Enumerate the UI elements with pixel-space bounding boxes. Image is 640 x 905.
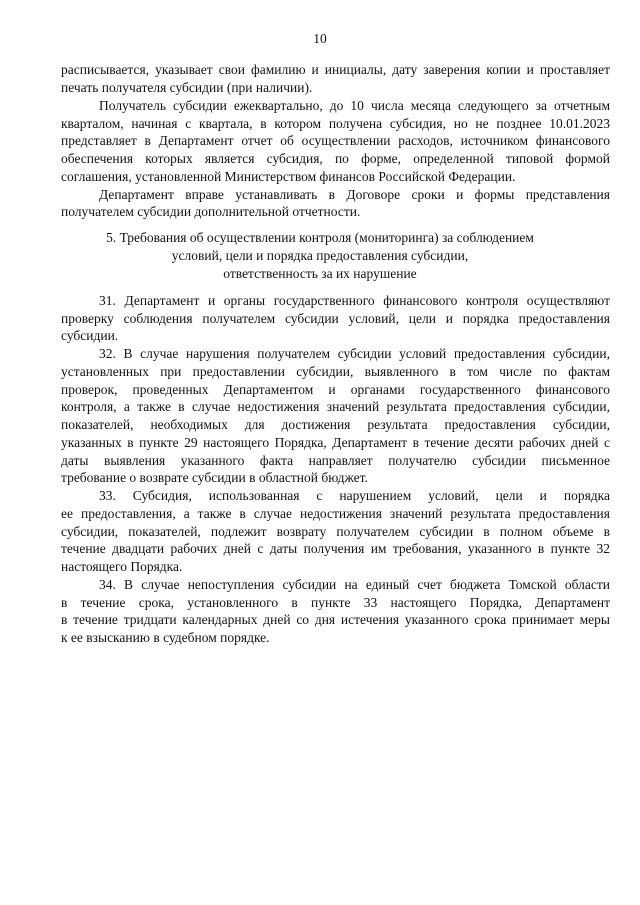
paragraph-line: к ее взысканию в судебном порядке. [61, 630, 270, 645]
paragraph-line: представляет в Департамент отчет об осуществлении расходов, источником финансового [61, 133, 610, 148]
paragraph-line: обеспечения которых является субсидия, по форме, определенной типовой формой [61, 151, 610, 166]
paragraph-line: установленных при предоставлении субсидии, выявленного в том числе по фактам [61, 364, 610, 379]
paragraph-line: проверку соблюдения получателем субсидии условий, цели и порядка предоставления [61, 311, 610, 326]
paragraph-line: субсидии. [61, 328, 119, 343]
section-heading-line: ответственность за их нарушение [223, 266, 417, 281]
paragraph-line: соглашения, установленной Министерством финансов Российской Федерации. [61, 169, 516, 184]
paragraph-line: печать получателя субсидии (при наличии). [61, 80, 313, 95]
paragraph-line: кварталом, начиная с квартала, в котором получена субсидия, но не позднее 10.01.2023 [61, 116, 610, 131]
section-heading-line: 5. Требования об осуществлении контроля (мониторинга) за соблюдением [106, 230, 534, 245]
paragraph-line: субсидии, показателей, подлежит возврату получателем субсидии в полном объеме в [61, 524, 610, 539]
paragraph-line: течение двадцати рабочих дней с даты получения им требования, указанного в пункте 32 [61, 541, 610, 556]
paragraph-line: Департамент вправе устанавливать в Договоре сроки и формы представления [99, 187, 610, 202]
paragraph-line: 32. В случае нарушения получателем субсидии условий предоставления субсидии, [99, 346, 610, 361]
paragraph-line: в течение срока, установленного в пункте 33 настоящего Порядка, Департамент [61, 595, 610, 610]
paragraph-line: Получатель субсидии ежеквартально, до 10 числа месяца следующего за отчетным [99, 98, 610, 113]
paragraph-line: требование о возврате субсидии в областной бюджет. [61, 470, 368, 485]
paragraph-line: контроля, а также в случае недостижения значений результата предоставления субсидии, [61, 399, 610, 414]
paragraph-line: ее предоставления, а также в случае недостижения значений результата предоставления [61, 506, 610, 521]
paragraph-line: показателей, необходимых для достижения результата предоставления субсидии, [61, 417, 610, 432]
paragraph-line: расписывается, указывает свои фамилию и инициалы, дату заверения копии и проставляет [61, 62, 610, 77]
paragraph-line: 31. Департамент и органы государственного финансового контроля осуществляют [99, 293, 610, 308]
section-heading-line: условий, цели и порядка предоставления субсидии, [171, 248, 469, 263]
paragraph-line: получателем субсидии дополнительной отчетности. [61, 204, 361, 219]
paragraph-line: настоящего Порядка. [61, 559, 183, 574]
paragraph-line: 34. В случае непоступления субсидии на единый счет бюджета Томской области [99, 577, 610, 592]
paragraph-line: указанных в пункте 29 настоящего Порядка, Департамент в течение десяти рабочих дней с [61, 435, 610, 450]
paragraph-line: проверок, проведенных Департаментом и органами государственного финансового [61, 382, 610, 397]
paragraph-line: 33. Субсидия, использованная с нарушением условий, цели и порядка [99, 488, 610, 503]
paragraph-line: в течение тридцати календарных дней со дня истечения указанного срока принимает меры [61, 612, 610, 627]
paragraph-line: даты выявления указанного факта направляет получателю субсидии письменное [61, 453, 610, 468]
page-number: 10 [313, 31, 327, 46]
